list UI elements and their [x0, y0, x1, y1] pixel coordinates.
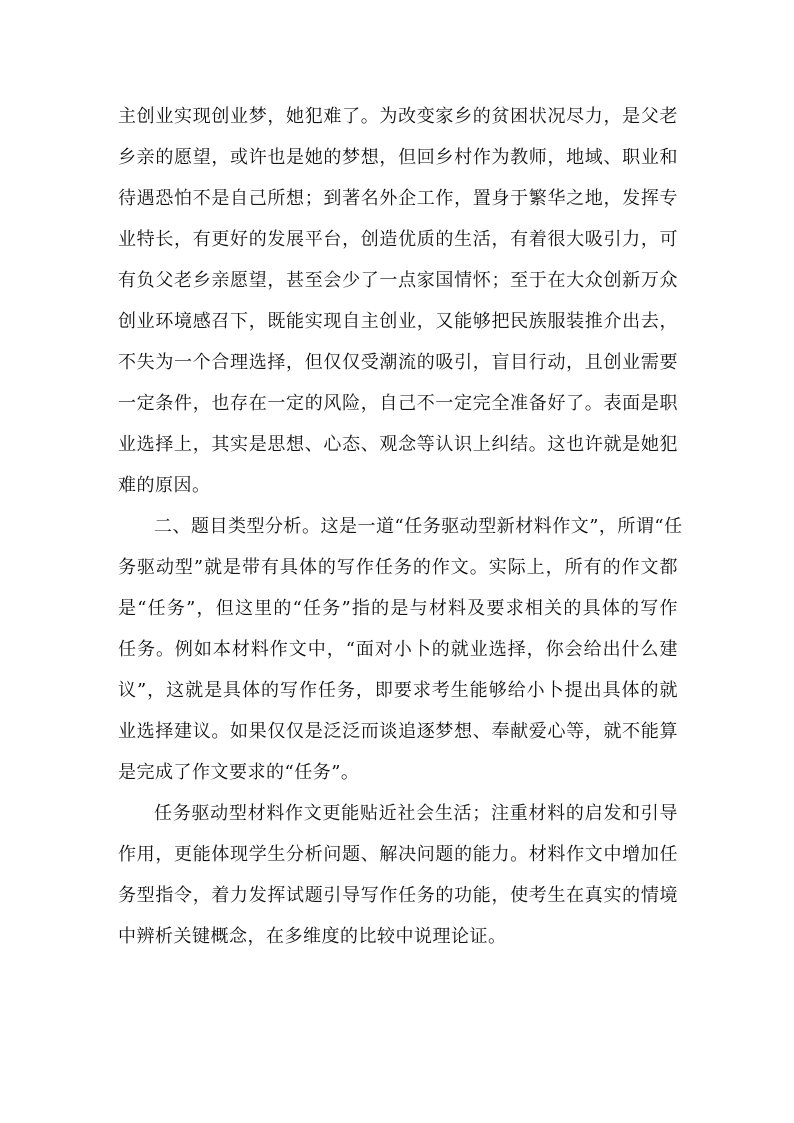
paragraph-line: 中辨析关键概念，在多维度的比较中说理论证。: [118, 926, 507, 947]
paragraph-line: 有负父老乡亲愿望，甚至会少了一点家国情怀；至于在大众创新万众: [118, 270, 678, 291]
paragraph-line: 二、题目类型分析。这是一道“任务驱动型新材料作文”，所谓“任: [154, 516, 683, 537]
paragraph-line: 务驱动型”就是带有具体的写作任务的作文。实际上，所有的作文都: [118, 557, 678, 578]
paragraph-line: 业选择上，其实是思想、心态、观念等认识上纠结。这也许就是她犯: [118, 434, 678, 455]
paragraph-line: 任务。例如本材料作文中，“面对小卜的就业选择，你会给出什么建: [118, 639, 678, 660]
paragraph-line: 不失为一个合理选择，但仅仅受潮流的吸引，盲目行动，且创业需要: [118, 352, 678, 373]
paragraph-3: [118, 793, 678, 957]
paragraph-line: 创业环境感召下，既能实现自主创业，又能够把民族服装推介出去，: [118, 311, 678, 332]
paragraph-line: 一定条件，也存在一定的风险，自己不一定完全准备好了。表面是职: [118, 393, 678, 414]
document-body: [118, 96, 683, 957]
paragraph-line: 议”，这就是具体的写作任务，即要求考生能够给小卜提出具体的就: [118, 680, 678, 701]
paragraph-line: 业特长，有更好的发展平台，创造优质的生活，有着很大吸引力，可: [118, 229, 678, 250]
paragraph-line: 待遇恐怕不是自己所想；到著名外企工作，置身于繁华之地，发挥专: [118, 188, 678, 209]
paragraph-line: 主创业实现创业梦，她犯难了。为改变家乡的贫困状况尽力，是父老: [118, 106, 678, 127]
paragraph-2: [118, 506, 683, 793]
paragraph-line: 是“任务”，但这里的“任务”指的是与材料及要求相关的具体的写作: [118, 598, 678, 619]
paragraph-line: 任务驱动型材料作文更能贴近社会生活；注重材料的启发和引导: [154, 803, 678, 824]
paragraph-line: 业选择建议。如果仅仅是泛泛而谈追逐梦想、奉献爱心等，就不能算: [118, 721, 678, 742]
paragraph-line: 是完成了作文要求的“任务”。: [118, 762, 360, 783]
paragraph-line: 乡亲的愿望，或许也是她的梦想，但回乡村作为教师，地域、职业和: [118, 147, 678, 168]
paragraph-line: 作用，更能体现学生分析问题、解决问题的能力。材料作文中增加任: [118, 844, 678, 865]
paragraph-1: [118, 96, 678, 506]
paragraph-line: 务型指令，着力发挥试题引导写作任务的功能，使考生在真实的情境: [118, 885, 678, 906]
paragraph-line: 难的原因。: [118, 475, 211, 496]
